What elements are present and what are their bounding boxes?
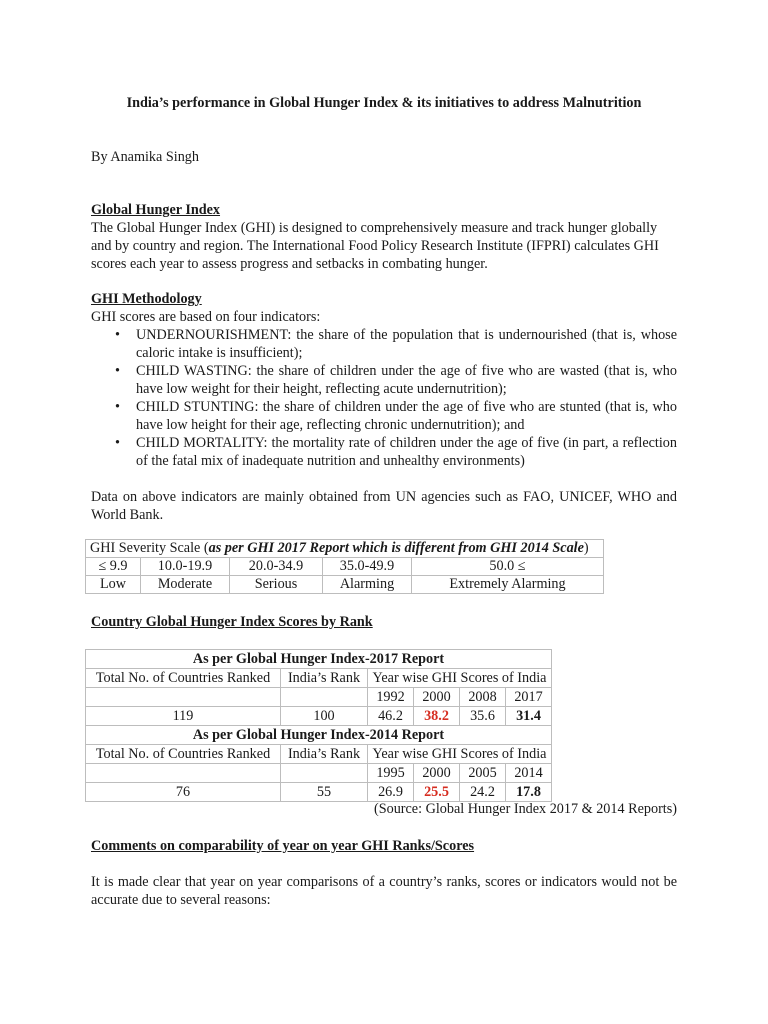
score-cell: 24.2: [460, 783, 506, 802]
table-row: [86, 726, 552, 745]
comparability-paragraph: It is made clear that year on year comparisons of a country’s ranks, scores or indicators would not be accurate due to several reasons:: [91, 874, 677, 908]
year-cell: 2008: [460, 688, 506, 707]
year-cell: 2017: [506, 688, 552, 707]
ghi-section: [91, 201, 677, 273]
severity-label: Low: [86, 576, 141, 594]
severity-label: Alarming: [323, 576, 412, 594]
year-cell: 2000: [414, 764, 460, 783]
bullet-icon: •: [115, 435, 120, 451]
list-item: [115, 434, 677, 470]
severity-range: 35.0-49.9: [323, 558, 412, 576]
table-row: [86, 650, 552, 669]
author-line: By Anamika Singh: [91, 149, 199, 165]
total-countries-cell: 119: [86, 707, 281, 726]
source-note: (Source: Global Hunger Index 2017 & 2014 Reports): [373, 801, 677, 817]
indicator-text: CHILD WASTING: the share of children under the age of five who are wasted (that is, who have low weight for their height, reflecting acute undernutrition);: [136, 363, 677, 397]
col-total-header: Total No. of Countries Ranked: [86, 745, 281, 764]
score-cell-current: 17.8: [506, 783, 552, 802]
table-row: [86, 558, 604, 576]
table-row: [86, 745, 552, 764]
col-total-header: Total No. of Countries Ranked: [86, 669, 281, 688]
table-row: [86, 764, 552, 783]
year-cell: 1995: [368, 764, 414, 783]
col-rank-header: India’s Rank: [281, 669, 368, 688]
list-item: [115, 326, 677, 362]
severity-range: ≤ 9.9: [86, 558, 141, 576]
total-countries-cell: 76: [86, 783, 281, 802]
col-scores-header: Year wise GHI Scores of India: [368, 669, 552, 688]
year-cell: 1992: [368, 688, 414, 707]
severity-range: 20.0-34.9: [230, 558, 323, 576]
ghi-rank-table: [85, 649, 552, 802]
score-cell-highlighted: 38.2: [414, 707, 460, 726]
score-cell: 26.9: [368, 783, 414, 802]
bullet-icon: •: [115, 327, 120, 343]
col-rank-header: India’s Rank: [281, 745, 368, 764]
document-title: India’s performance in Global Hunger Index & its initiatives to address Malnutrition: [126, 95, 642, 111]
table-row: [86, 707, 552, 726]
indicator-text: CHILD MORTALITY: the mortality rate of children under the age of five (in part, a reflection of the fatal mix of inadequate nutrition and unhealthy environments): [136, 435, 677, 469]
severity-scale-table: [85, 539, 604, 594]
rank-heading: Country Global Hunger Index Scores by Rank: [91, 614, 373, 630]
data-source-note: Data on above indicators are mainly obtained from UN agencies such as FAO, UNICEF, WHO and World Bank.: [91, 489, 677, 523]
methodology-section: [91, 290, 677, 524]
year-cell: 2000: [414, 688, 460, 707]
empty-cell: [281, 764, 368, 783]
bullet-icon: •: [115, 363, 120, 379]
score-cell: 46.2: [368, 707, 414, 726]
methodology-heading: GHI Methodology: [91, 291, 202, 307]
ghi-heading: Global Hunger Index: [91, 202, 221, 218]
bullet-icon: •: [115, 399, 120, 415]
empty-cell: [86, 764, 281, 783]
empty-cell: [86, 688, 281, 707]
table-row: [86, 688, 552, 707]
methodology-intro: GHI scores are based on four indicators:: [91, 309, 321, 325]
table-row: [86, 576, 604, 594]
table-row: [86, 783, 552, 802]
severity-label: Moderate: [141, 576, 230, 594]
indicator-list: [91, 326, 677, 470]
severity-range: 10.0-19.9: [141, 558, 230, 576]
severity-label: Serious: [230, 576, 323, 594]
india-rank-cell: 100: [281, 707, 368, 726]
report-2014-title: As per Global Hunger Index-2014 Report: [86, 726, 552, 745]
col-scores-header: Year wise GHI Scores of India: [368, 745, 552, 764]
list-item: [115, 398, 677, 434]
severity-range: 50.0 ≤: [412, 558, 604, 576]
severity-label: Extremely Alarming: [412, 576, 604, 594]
severity-scale-header: GHI Severity Scale (as per GHI 2017 Report which is different from GHI 2014 Scale): [86, 540, 604, 558]
report-2017-title: As per Global Hunger Index-2017 Report: [86, 650, 552, 669]
comparability-heading: Comments on comparability of year on year GHI Ranks/Scores: [91, 838, 475, 854]
indicator-text: CHILD STUNTING: the share of children under the age of five who are stunted (that is, who have low height for their age, reflecting chronic undernutrition); and: [136, 399, 677, 433]
empty-cell: [281, 688, 368, 707]
year-cell: 2005: [460, 764, 506, 783]
list-item: [115, 362, 677, 398]
ghi-paragraph: The Global Hunger Index (GHI) is designed to comprehensively measure and track hunger globally and by country and region. The International Food Policy Research Institute (IFPRI) calculates GHI scores each year to assess progress and setbacks in combating hunger.: [91, 220, 659, 272]
table-row: [86, 540, 604, 558]
score-cell-current: 31.4: [506, 707, 552, 726]
indicator-text: UNDERNOURISHMENT: the share of the population that is undernourished (that is, whose caloric intake is insufficient);: [136, 327, 677, 361]
score-cell-highlighted: 25.5: [414, 783, 460, 802]
score-cell: 35.6: [460, 707, 506, 726]
year-cell: 2014: [506, 764, 552, 783]
table-row: [86, 669, 552, 688]
india-rank-cell: 55: [281, 783, 368, 802]
